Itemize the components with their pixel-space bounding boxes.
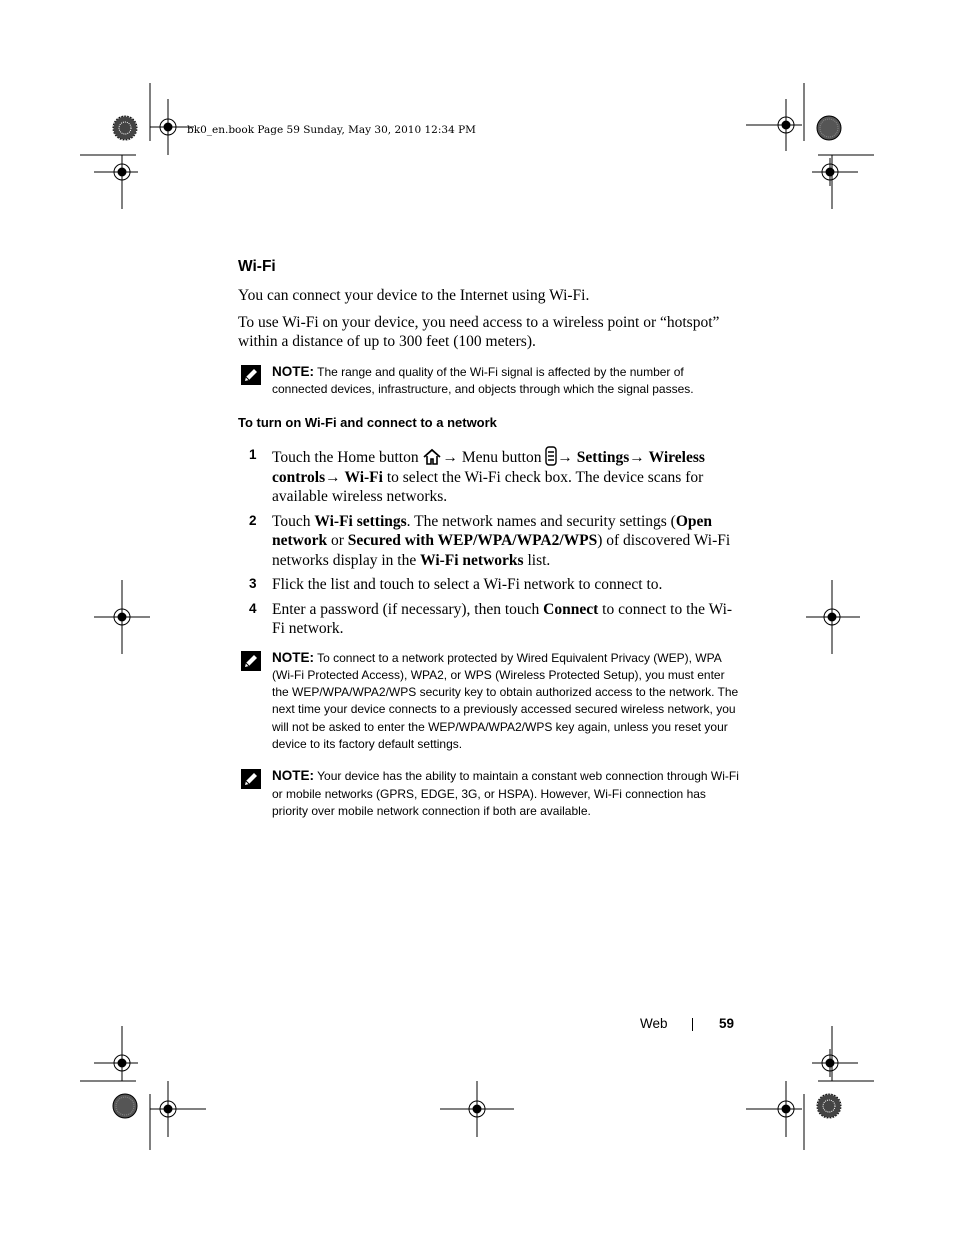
pencil-note-icon	[241, 769, 261, 789]
ui-term-wifi: Wi-Fi	[344, 468, 383, 486]
step-text: Flick the list and touch to select a Wi-Fi network to connect to.	[272, 576, 663, 594]
starburst-target	[817, 1094, 841, 1118]
note-text	[272, 767, 740, 820]
starburst-target	[113, 116, 137, 140]
step-fragment: Touch the Home button	[272, 449, 419, 467]
step-text	[272, 601, 732, 638]
step-number: 1	[249, 447, 257, 463]
section-heading: Wi-Fi	[238, 258, 276, 275]
step-item	[238, 600, 740, 639]
procedure-heading: To turn on Wi-Fi and connect to a network	[238, 415, 497, 431]
ui-term-connect: Connect	[543, 600, 599, 618]
note-label: NOTE:	[272, 768, 314, 784]
home-icon	[422, 448, 442, 466]
procedure-steps	[238, 446, 740, 639]
crosshair-target	[94, 580, 150, 654]
ui-term-wifi-settings: Wi-Fi settings	[314, 512, 407, 530]
step-item	[238, 446, 740, 507]
arrow-glyph: →	[557, 449, 573, 467]
page-number: 59	[719, 1016, 735, 1031]
ui-term-wifi-networks: Wi-Fi networks	[420, 551, 524, 569]
starburst-target	[817, 116, 841, 140]
crosshair-target	[746, 1081, 802, 1137]
crosshair-target	[150, 1081, 206, 1137]
pencil-note-icon	[241, 651, 261, 671]
crop-mark	[80, 83, 150, 209]
step-fragment: ) of discovered Wi-Fi networks display in the	[272, 532, 731, 569]
ui-term-settings: Settings	[576, 449, 630, 467]
step-item	[238, 512, 740, 571]
requirement-paragraph: To use Wi-Fi on your device, you need access to a wireless point or “hotspot” within a distance of up to 300 feet (100 meters).	[238, 313, 720, 350]
footer-divider	[692, 1018, 693, 1031]
starburst-target	[113, 1094, 137, 1118]
crosshair-target	[746, 99, 802, 151]
note-block	[238, 363, 740, 399]
step-item	[238, 575, 740, 595]
arrow-glyph: →	[325, 468, 341, 486]
crosshair-target	[806, 580, 860, 654]
step-fragment: or	[330, 532, 344, 550]
ui-term-open-network: Open network	[272, 512, 713, 550]
step-fragment: Menu button	[461, 449, 542, 467]
step-number: 3	[249, 576, 257, 592]
note-block	[238, 767, 740, 820]
crosshair-target	[94, 1049, 138, 1077]
note-body: The range and quality of the Wi-Fi signal is affected by the number of connected devices, infrastructure, and objects through which the signal passes.	[272, 364, 694, 396]
intro-paragraph: You can connect your device to the Internet using Wi-Fi.	[238, 287, 590, 304]
note-block	[238, 649, 740, 754]
note-text	[272, 363, 740, 399]
step-fragment: Touch	[272, 512, 311, 530]
ui-term-wireless-controls: Wireless controls	[272, 449, 705, 486]
ui-term-secured: Secured with WEP/WPA/WPA2/WPS	[347, 532, 598, 550]
print-slug: bk0_en.book Page 59 Sunday, May 30, 2010 12:34 PM	[187, 124, 476, 136]
pencil-note-icon	[241, 365, 261, 385]
step-number: 2	[249, 512, 257, 528]
step-text	[272, 513, 730, 569]
step-fragment: to select the Wi-Fi check box. The device scans for available wireless networks.	[272, 468, 704, 506]
step-fragment: list.	[527, 551, 551, 569]
step-fragment: to connect to the Wi-Fi network.	[272, 600, 733, 638]
crop-mark	[80, 1026, 150, 1150]
note-body: To connect to a network protected by Wired Equivalent Privacy (WEP), WPA (Wi-Fi Protected Access), WPA2, or WPS (Wireless Protected Setup), you must enter the WEP/WPA/WPA2/WPS security key to obtain authorized access to the network. The next time your device connects to a previously accessed secured wireless network, you will not be asked to enter the WEP/WPA/WPA2/WPS key again, unless you reset your device to its factory default settings.	[272, 650, 739, 752]
main-content	[238, 258, 740, 820]
crosshair-target	[812, 158, 858, 186]
crosshair-target	[812, 1049, 858, 1077]
note-label: NOTE:	[272, 649, 314, 665]
step-fragment: . The network names and security settings (	[406, 512, 676, 530]
crosshair-target	[440, 1081, 514, 1137]
note-label: NOTE:	[272, 363, 314, 379]
arrow-glyph: →	[629, 449, 645, 467]
menu-icon	[545, 446, 557, 466]
step-fragment: Enter a password (if necessary), then touch	[272, 600, 540, 618]
footer-section-name: Web	[640, 1016, 668, 1031]
crop-mark	[804, 83, 874, 209]
note-text	[272, 649, 740, 754]
step-number: 4	[249, 600, 257, 616]
crop-mark	[804, 1026, 874, 1150]
step-text	[272, 449, 705, 505]
arrow-glyph: →	[442, 449, 458, 467]
note-body: Your device has the ability to maintain a constant web connection through Wi-Fi or mobile networks (GPRS, EDGE, 3G, or HSPA). However, Wi-Fi connection has priority over mobile network connection if both are available.	[272, 769, 739, 818]
crosshair-target	[94, 158, 138, 186]
